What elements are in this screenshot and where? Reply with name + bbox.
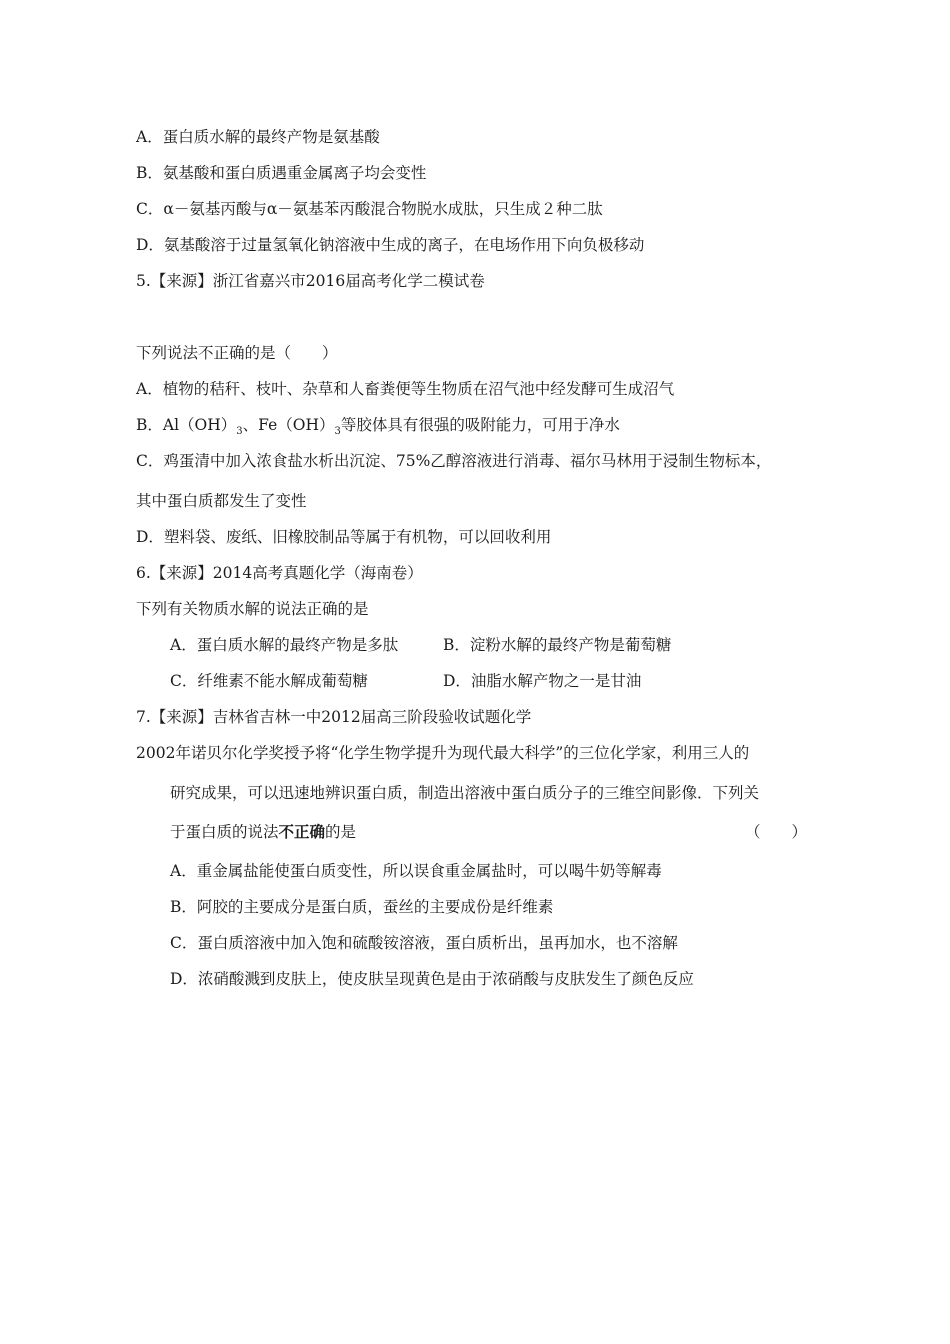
q5-option-c-line1: C．鸡蛋清中加入浓食盐水析出沉淀、75%乙醇溶液进行消毒、福尔马林用于浸制生物标本， bbox=[136, 452, 772, 470]
q7-stem-line3-post: 的是 bbox=[325, 823, 357, 841]
q5-option-b-suffix: 等胶体具有很强的吸附能力，可用于净水 bbox=[340, 416, 620, 434]
q5-option-b bbox=[136, 415, 620, 438]
q5-option-d: D．塑料袋、废纸、旧橡胶制品等属于有机物，可以回收利用 bbox=[136, 528, 552, 546]
q4-option-b: B．氨基酸和蛋白质遇重金属离子均会变性 bbox=[136, 164, 427, 182]
q5-option-b-prefix: B．Al（OH） bbox=[136, 416, 237, 434]
q7-stem-line3 bbox=[170, 822, 356, 842]
q5-option-b-subscript-2: 3 bbox=[334, 426, 341, 437]
q7-option-b: B．阿胶的主要成分是蛋白质，蚕丝的主要成份是纤维素 bbox=[170, 898, 554, 916]
q7-option-a: A．重金属盐能使蛋白质变性，所以误食重金属盐时，可以喝牛奶等解毒 bbox=[170, 862, 662, 880]
q5-stem: 下列说法不正确的是（ ） bbox=[136, 344, 338, 362]
q5-source: 5.【来源】浙江省嘉兴市2016届高考化学二模试卷 bbox=[136, 272, 485, 290]
q5-option-b-mid: 、Fe（OH） bbox=[242, 416, 335, 434]
q7-stem-line3-pre: 于蛋白质的说法 bbox=[170, 823, 279, 841]
q6-stem: 下列有关物质水解的说法正确的是 bbox=[136, 600, 369, 618]
q7-answer-blank: （ ） bbox=[745, 823, 808, 841]
q5-option-c-line2: 其中蛋白质都发生了变性 bbox=[136, 492, 307, 510]
q5-option-a: A．植物的秸秆、枝叶、杂草和人畜粪便等生物质在沼气池中经发酵可生成沼气 bbox=[136, 380, 675, 398]
q7-option-d: D．浓硝酸溅到皮肤上，使皮肤呈现黄色是由于浓硝酸与皮肤发生了颜色反应 bbox=[170, 970, 694, 988]
q7-stem-line2: 研究成果，可以迅速地辨识蛋白质，制造出溶液中蛋白质分子的三维空间影像．下列关 bbox=[170, 784, 760, 802]
q5-option-b-subscript-1: 3 bbox=[236, 426, 243, 437]
q7-source: 7.【来源】吉林省吉林一中2012届高三阶段验收试题化学 bbox=[136, 708, 532, 726]
q7-option-c: C．蛋白质溶液中加入饱和硫酸铵溶液，蛋白质析出，虽再加水，也不溶解 bbox=[170, 934, 678, 952]
q6-option-a: A．蛋白质水解的最终产物是多肽 bbox=[170, 636, 399, 654]
q6-option-b: B．淀粉水解的最终产物是葡萄糖 bbox=[443, 636, 672, 654]
q6-source: 6.【来源】2014高考真题化学（海南卷） bbox=[136, 564, 423, 582]
q4-option-d: D．氨基酸溶于过量氢氧化钠溶液中生成的离子，在电场作用下向负极移动 bbox=[136, 236, 645, 254]
q4-option-a: A．蛋白质水解的最终产物是氨基酸 bbox=[136, 128, 380, 146]
q6-option-d: D．油脂水解产物之一是甘油 bbox=[443, 672, 642, 690]
q4-option-c: C．α－氨基丙酸与α－氨基苯丙酸混合物脱水成肽，只生成２种二肽 bbox=[136, 200, 603, 218]
q7-stem-line1: 2002年诺贝尔化学奖授予将“化学生物学提升为现代最大科学”的三位化学家，利用三人的 bbox=[136, 744, 750, 762]
q7-stem-emphasis: 不正确 bbox=[278, 822, 326, 841]
q6-option-c: C．纤维素不能水解成葡萄糖 bbox=[170, 672, 368, 690]
